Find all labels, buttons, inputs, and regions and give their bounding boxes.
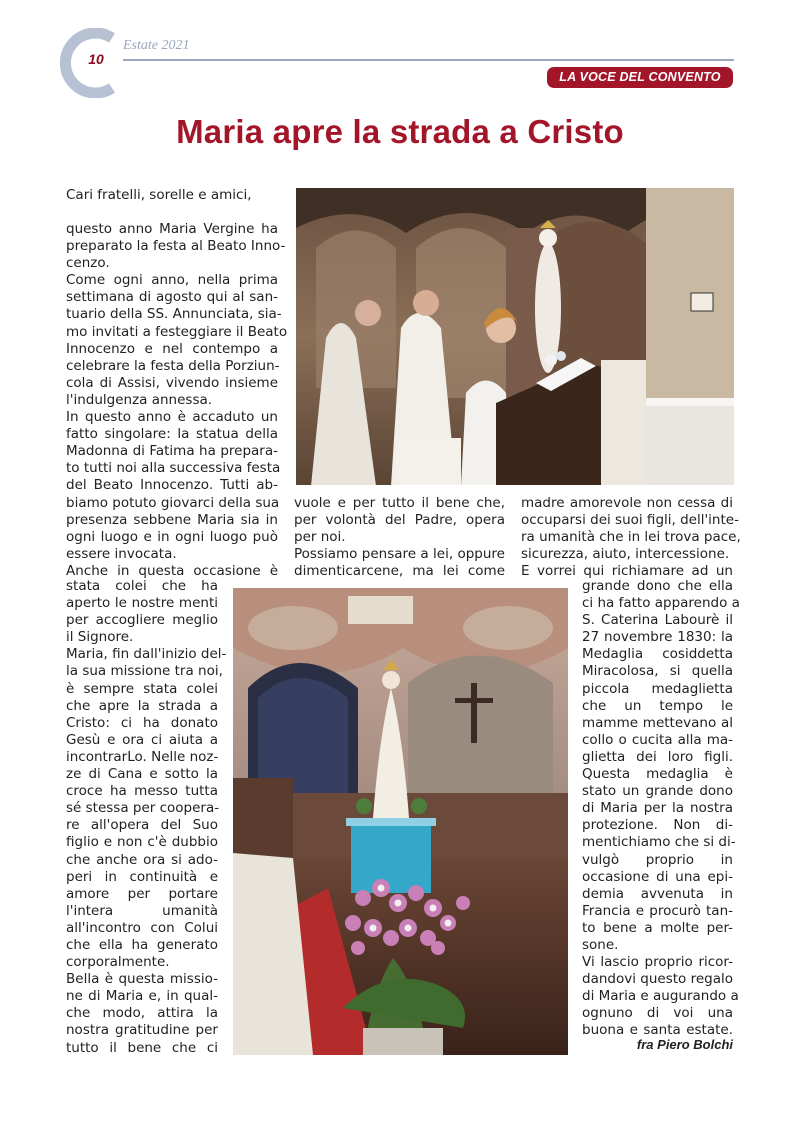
text-line: amore per portare — [66, 885, 218, 902]
text-line: S. Caterina Labourè il — [582, 612, 733, 629]
text-line: per noi. — [294, 529, 346, 546]
text-line: l'intera umanità — [66, 902, 218, 919]
text-line: Anche in questa occasione è — [66, 562, 278, 579]
text-line: Maria, fin dall'inizio del- — [66, 646, 227, 663]
issue-season: Estate 2021 — [123, 38, 190, 53]
text-line: to bene a molte per- — [582, 919, 733, 936]
text-column-2 — [294, 495, 505, 580]
text-line: Possiamo pensare a lei, oppure — [294, 546, 505, 563]
text-line: collo o cucita alla ma- — [582, 731, 733, 748]
text-line: del Beato Innocenzo. Tutti ab- — [66, 477, 278, 494]
text-line: aperto le nostre menti — [66, 595, 218, 612]
text-line: di Maria e augurando a — [582, 988, 739, 1005]
article-title: Maria apre la strada a Cristo — [176, 113, 624, 150]
text-line: Questa medaglia è — [582, 766, 733, 783]
text-line: settimana di agosto qui al san- — [66, 289, 278, 306]
text-line: che modo, attira la — [66, 1005, 218, 1022]
text-line: il Signore. — [66, 629, 134, 646]
text-line: occasione di una epi- — [582, 868, 733, 885]
text-line: to tutti noi alla successiva festa — [66, 460, 281, 477]
text-line: incontrarLo. Nelle noz- — [66, 748, 219, 765]
author-signature: fra Piero Bolchi — [636, 1037, 733, 1052]
text-line: stata colei che ha — [66, 578, 218, 594]
text-line: vuole e per tutto il bene che, — [294, 495, 505, 511]
text-line: Francia e procurò tan- — [582, 902, 733, 919]
text-line: re all'opera del Suo — [66, 817, 218, 834]
text-line: figlio e non c'è dubbio — [66, 834, 218, 851]
text-line: ci ha fatto apparendo a — [582, 595, 740, 612]
text-column-3-lower — [582, 578, 740, 1040]
photo-madonna-statue-orchids — [233, 588, 568, 1055]
text-line: sone. — [582, 936, 619, 953]
text-line: Innocenzo e nel contempo a — [66, 340, 278, 357]
text-line: tuario della SS. Annunciata, sia- — [66, 306, 282, 323]
text-line: fatto singolare: la statua della — [66, 426, 278, 443]
text-line: Bella è questa missio- — [66, 971, 218, 988]
text-line: mentichiamo che si di- — [582, 834, 736, 851]
text-line: Vi lascio proprio ricor- — [582, 954, 733, 971]
text-line: presenza sebbene Maria sia in — [66, 511, 278, 528]
text-line: la sua missione tra noi, — [66, 663, 223, 680]
text-line: Miracolosa, si quella — [582, 663, 733, 680]
text-line: grande dono che ella — [582, 578, 733, 594]
text-line: per accogliere meglio — [66, 612, 218, 629]
text-line: mo invitati a festeggiare il Beato — [66, 323, 288, 340]
text-line: ognuno di voi una — [582, 1005, 733, 1022]
text-line: glietta dei loro figli. — [582, 748, 733, 765]
text-line: che apre la strada a — [66, 697, 218, 714]
text-line: ne di Maria e, in qual- — [66, 988, 218, 1005]
text-line: mamme mettevano al — [582, 714, 733, 731]
text-line: buona e santa estate. — [582, 1022, 733, 1039]
text-line: ogni luogo e in ogni luogo può — [66, 528, 278, 545]
text-line: occuparsi dei suoi figli, dell'inte- — [521, 512, 739, 529]
text-line: è sempre stata colei — [66, 680, 218, 697]
text-line: che ella ha generato — [66, 936, 218, 953]
page-number: 10 — [88, 51, 104, 67]
text-column-1 — [66, 221, 288, 580]
text-line: dimenticarcene, ma lei come — [294, 563, 505, 580]
text-line: cenzo. — [66, 255, 110, 272]
text-line: stato un grande dono — [582, 783, 733, 800]
text-line: ra umanità che in lei trova pace, — [521, 529, 741, 546]
text-line: madre amorevole non cessa di — [521, 495, 733, 511]
text-line: per volontà del Padre, opera — [294, 512, 505, 529]
text-line: vulgò proprio in — [582, 851, 733, 868]
header-divider — [123, 59, 734, 61]
text-line: che un tempo le — [582, 697, 733, 714]
text-line: Medaglia cosiddetta — [582, 646, 733, 663]
text-line: piccola medaglietta — [582, 680, 733, 697]
text-line: Madonna di Fatima ha prepara- — [66, 443, 278, 460]
section-rubric: LA VOCE DEL CONVENTO — [547, 67, 733, 88]
text-line: demia avvenuta in — [582, 885, 733, 902]
text-line: peri in continuità e — [66, 868, 218, 885]
text-line: dandovi questo regalo — [582, 971, 733, 988]
photo-mass-celebration — [296, 188, 734, 485]
text-line: Cristo: ci ha donato — [66, 714, 218, 731]
text-line: Gesù e ora ci aiuta a — [66, 731, 218, 748]
text-line: cola di Assisi, vivendo insieme — [66, 374, 278, 391]
text-line: Come ogni anno, nella prima — [66, 272, 278, 289]
text-line: sé stessa per coopera- — [66, 800, 220, 817]
text-line: tutto il bene che ci — [66, 1039, 218, 1056]
text-column-3 — [521, 495, 741, 580]
text-line: che anche ora si ado- — [66, 851, 218, 868]
text-line: all'incontro con Colui — [66, 919, 218, 936]
text-line: l'indulgenza annessa. — [66, 391, 213, 408]
text-line: 27 novembre 1830: la — [582, 629, 733, 646]
text-line: di Maria per la nostra — [582, 800, 733, 817]
text-column-1-lower — [66, 578, 227, 1057]
text-line: sicurezza, aiuto, intercessione. — [521, 546, 730, 563]
text-line: ze di Cana e sotto la — [66, 766, 218, 783]
text-line: protezione. Non di- — [582, 817, 733, 834]
text-line: nostra gratitudine per — [66, 1022, 218, 1039]
text-line: corporalmente. — [66, 954, 170, 971]
text-line: celebrare la festa della Porziun- — [66, 357, 280, 374]
text-line: essere invocata. — [66, 545, 177, 562]
text-line: croce ha messo tutta — [66, 783, 218, 800]
text-line: questo anno Maria Vergine ha — [66, 221, 278, 237]
text-line: E vorrei qui richiamare ad un — [521, 563, 733, 580]
article-greeting: Cari fratelli, sorelle e amici, — [66, 187, 252, 203]
text-line: preparato la festa al Beato Inno- — [66, 238, 286, 255]
text-line: In questo anno è accaduto un — [66, 409, 278, 426]
text-line: biamo potuto giovarci della sua — [66, 494, 280, 511]
